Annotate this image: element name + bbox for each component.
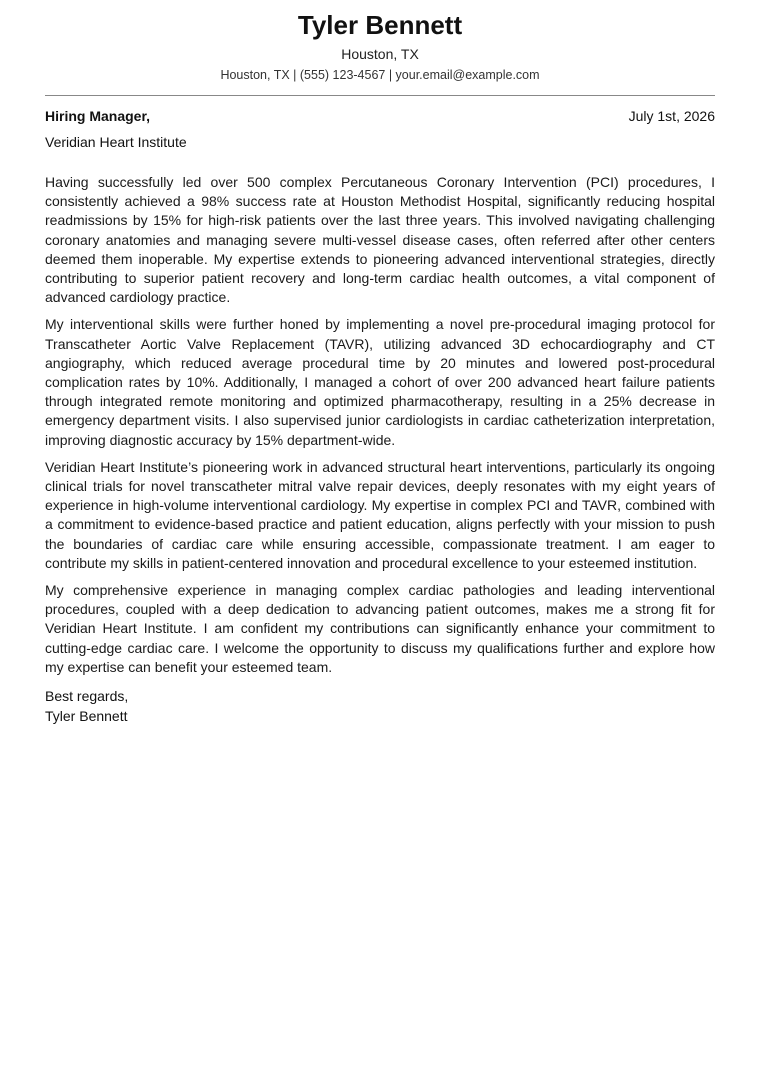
body-paragraph: Veridian Heart Institute’s pioneering work in advanced structural heart interventions, particularly its ongoing clinical trials for novel transcatheter mitral valve repair devices, deeply resonates with my eight years of experience in high-volume interventional cardiology. My expertise in complex PCI and TAVR, combined with a commitment to evidence-based practice and patient education, aligns perfectly with your mission to push the boundaries of cardiac care while ensuring accessible, compassionate treatment. I am eager to contribute my skills in patient-centered innovation and procedural excellence to your esteemed institution. xyxy=(45,458,715,571)
recipient-salutation: Hiring Manager, xyxy=(45,108,151,124)
letter-header xyxy=(45,0,715,84)
body-paragraph: My comprehensive experience in managing complex cardiac pathologies and leading interventional procedures, coupled with a deep dedication to advancing patient outcomes, makes me a strong fit for Veridian Heart Institute. I am confident my contributions can significantly enhance your commitment to cutting-edge cardiac care. I welcome the opportunity to discuss my qualifications further and explore how my expertise can benefit your esteemed team. xyxy=(45,582,715,675)
signature-name: Tyler Bennett xyxy=(45,707,128,724)
letter-date: July 1st, 2026 xyxy=(628,108,715,124)
letter-body xyxy=(45,173,715,677)
recipient-company: Veridian Heart Institute xyxy=(45,134,187,150)
applicant-contact-line: Houston, TX | (555) 123-4567 | your.email@example.com xyxy=(220,68,540,82)
closing-phrase: Best regards, xyxy=(45,688,129,705)
body-paragraph: Having successfully led over 500 complex Percutaneous Coronary Intervention (PCI) procedures, I consistently achieved a 98% success rate at Houston Methodist Hospital, significantly reducing hospital readmissions by 15% for high-risk patients over the last three years. This involved navigating challenging coronary anatomies and managing severe multi-vessel disease cases, often referred after other centers deemed them inoperable. My expertise extends to pioneering advanced interventional strategies, directly contributing to superior patient recovery and long-term cardiac health outcomes, a vital component of advanced cardiology practice. xyxy=(45,174,715,306)
applicant-name: Tyler Bennett xyxy=(297,10,463,40)
body-paragraph: My interventional skills were further honed by implementing a novel pre-procedural imaging protocol for Transcatheter Aortic Valve Replacement (TAVR), utilizing advanced 3D echocardiography and CT angiography, which reduced average procedural time by 20 minutes and lowered post-procedural complication rates by 10%. Additionally, I managed a cohort of over 200 advanced heart failure patients through integrated remote monitoring and optimized pharmacotherapy, resulting in a 25% decrease in emergency department visits. I also supervised junior cardiologists in cardiac catheterization interpretation, improving diagnostic accuracy by 15% department-wide. xyxy=(45,316,715,448)
header-divider xyxy=(45,95,715,96)
letter-closing xyxy=(45,687,715,726)
recipient-date-row xyxy=(45,106,715,126)
applicant-location: Houston, TX xyxy=(341,46,419,62)
